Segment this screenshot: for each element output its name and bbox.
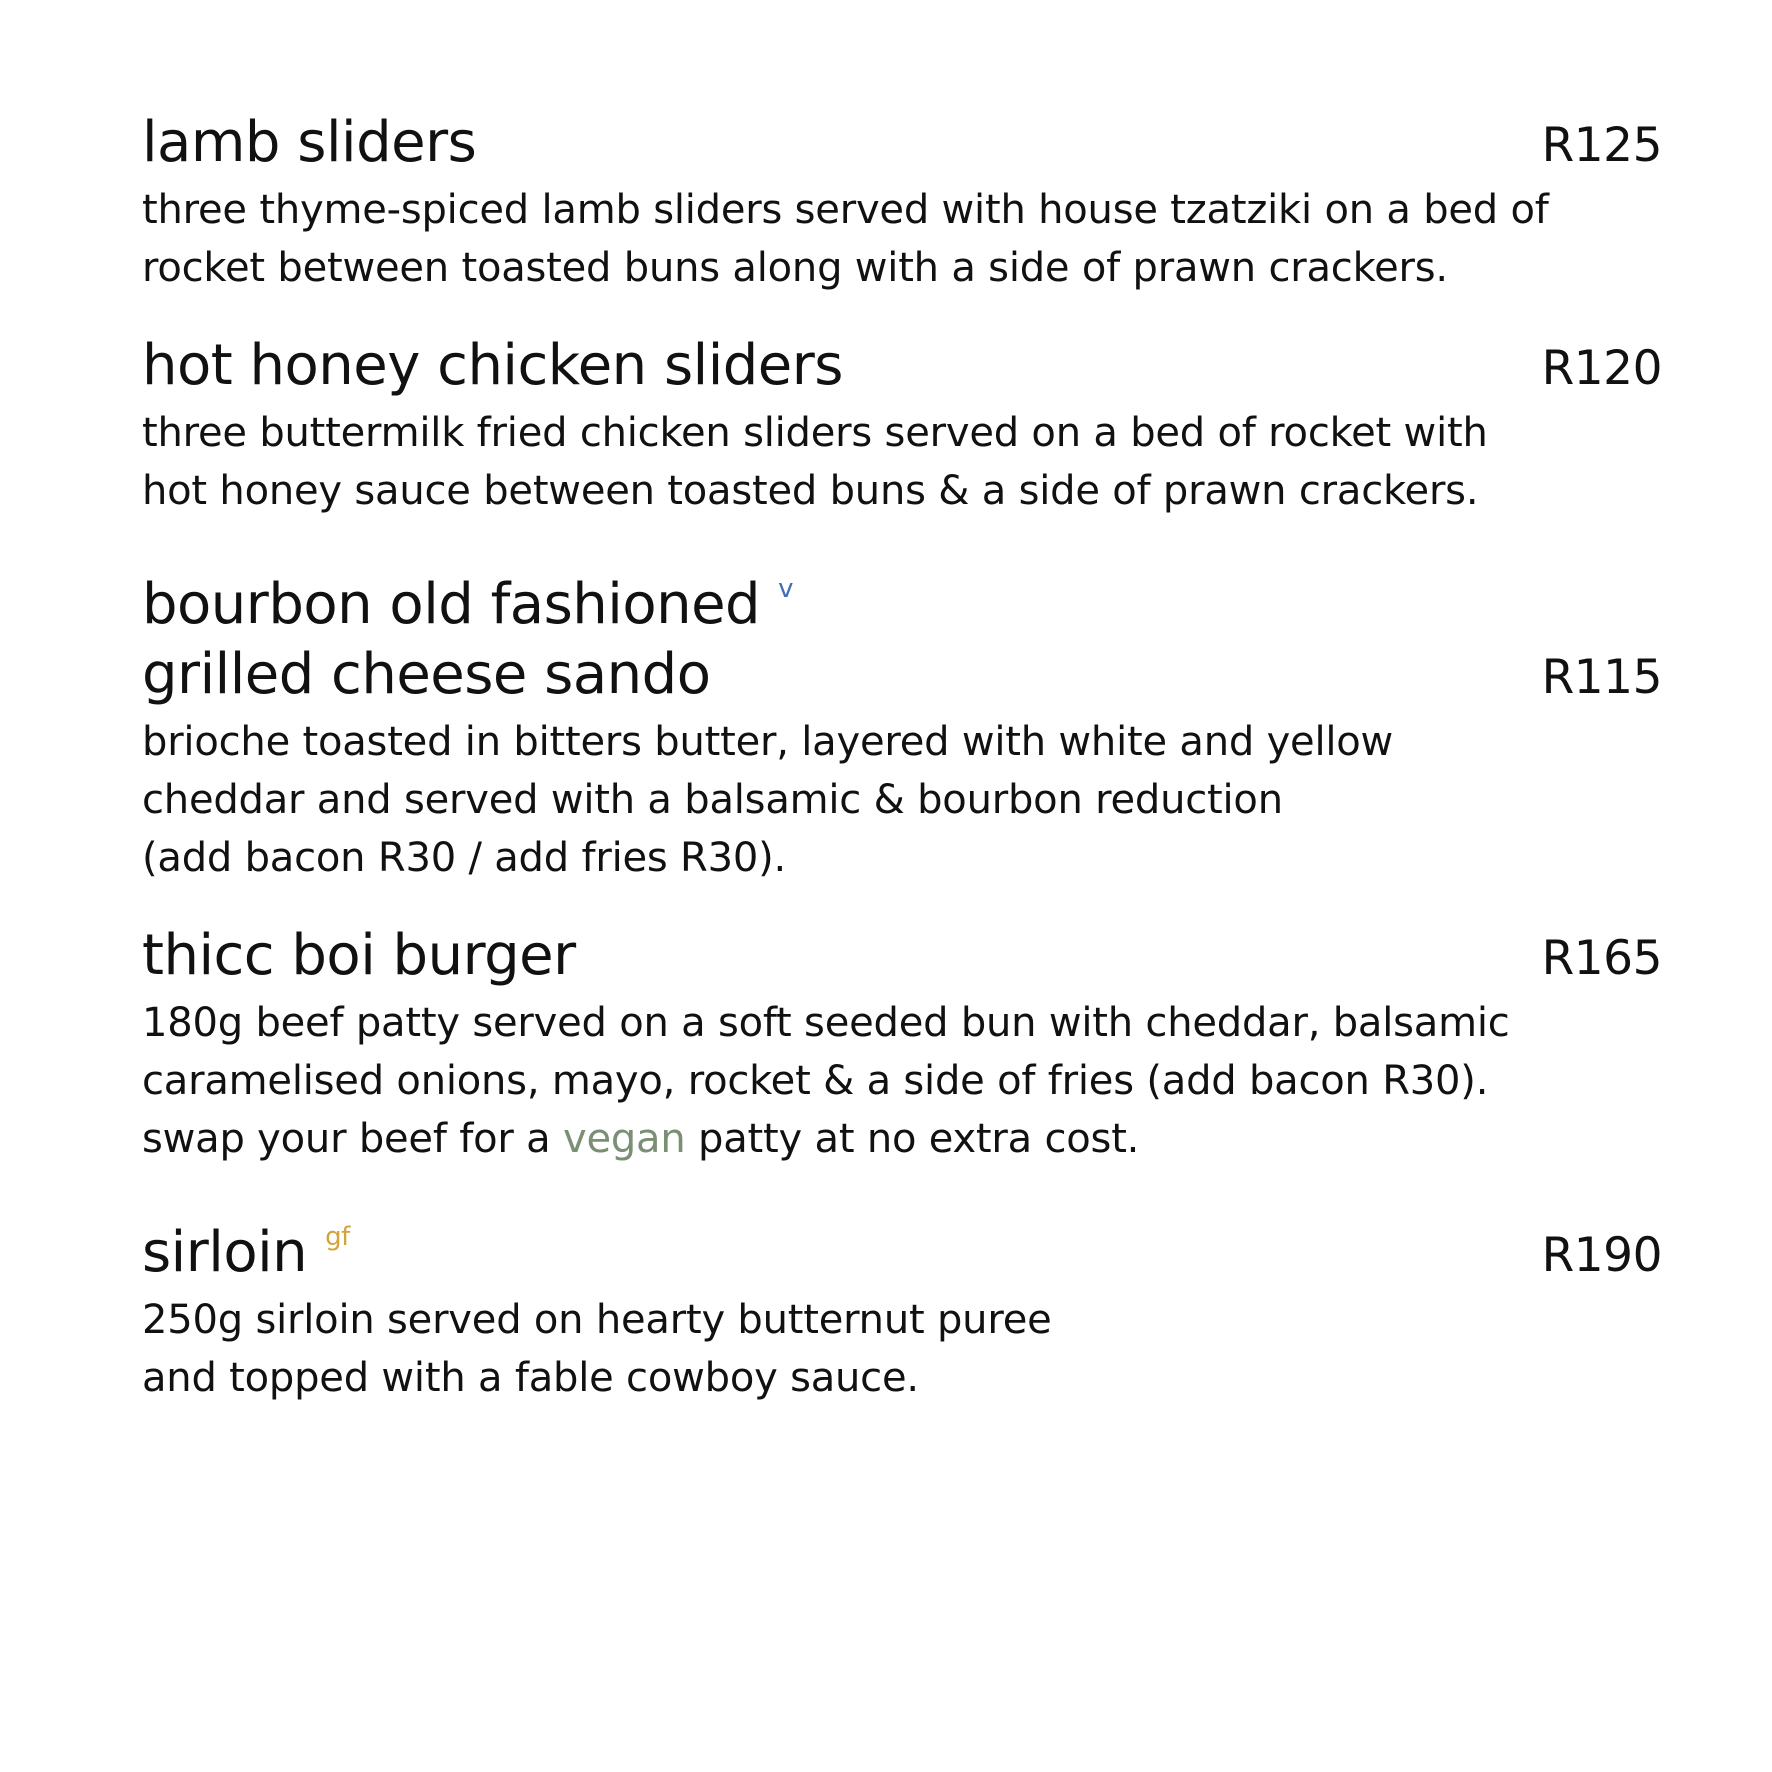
item-price: R115 — [1541, 650, 1662, 705]
item-description — [142, 713, 1662, 887]
item-header — [142, 1202, 1662, 1291]
description-line: three thyme-spiced lamb sliders served with house tzatziki on a bed of — [142, 187, 1549, 233]
description-line — [142, 1110, 1662, 1168]
description-line: caramelised onions, mayo, rocket & a side of fries (add bacon R30). — [142, 1058, 1489, 1104]
description-text: patty at no extra cost. — [685, 1116, 1140, 1162]
item-name-text: sirloin — [142, 1220, 308, 1285]
description-line: 180g beef patty served on a soft seeded bun with cheddar, balsamic — [142, 1000, 1510, 1046]
item-price: R120 — [1541, 341, 1662, 396]
description-line: three buttermilk fried chicken sliders served on a bed of rocket with — [142, 410, 1488, 456]
menu-item-lamb-sliders — [142, 108, 1662, 297]
item-header — [142, 108, 1662, 181]
description-line: (add bacon R30 / add fries R30). — [142, 835, 787, 881]
item-name: lamb sliders — [142, 110, 477, 175]
item-name: thicc boi burger — [142, 923, 576, 988]
menu-item-thicc-boi-burger — [142, 921, 1662, 1168]
item-name-line1: bourbon old fashioned — [142, 572, 761, 637]
item-price: R165 — [1541, 931, 1662, 986]
item-header — [142, 331, 1662, 404]
description-line: and topped with a fable cowboy sauce. — [142, 1355, 919, 1401]
item-header — [142, 554, 1662, 640]
item-price: R190 — [1541, 1228, 1662, 1283]
description-text: swap your beef for a — [142, 1116, 563, 1162]
menu-item-bourbon-grilled-cheese — [142, 554, 1662, 887]
item-header — [142, 921, 1662, 994]
item-header — [142, 640, 1662, 713]
item-name-line2: grilled cheese sando — [142, 642, 711, 707]
description-line: rocket between toasted buns along with a side of prawn crackers. — [142, 245, 1448, 291]
item-description — [142, 994, 1662, 1168]
menu — [142, 108, 1662, 1441]
item-description — [142, 1291, 1662, 1407]
vegetarian-tag: v — [778, 574, 793, 604]
description-line: brioche toasted in bitters butter, layered with white and yellow — [142, 719, 1394, 765]
item-description — [142, 404, 1662, 520]
description-line: hot honey sauce between toasted buns & a side of prawn crackers. — [142, 468, 1479, 514]
menu-item-sirloin — [142, 1202, 1662, 1407]
item-name — [142, 1202, 350, 1288]
item-price: R125 — [1541, 118, 1662, 173]
vegan-highlight: vegan — [562, 1116, 686, 1162]
item-name — [142, 554, 793, 640]
item-name: hot honey chicken sliders — [142, 333, 843, 398]
description-line: 250g sirloin served on hearty butternut puree — [142, 1297, 1052, 1343]
menu-item-hot-honey-chicken-sliders — [142, 331, 1662, 520]
item-description — [142, 181, 1662, 297]
description-line: cheddar and served with a balsamic & bourbon reduction — [142, 777, 1283, 823]
gluten-free-tag: gf — [325, 1222, 350, 1252]
